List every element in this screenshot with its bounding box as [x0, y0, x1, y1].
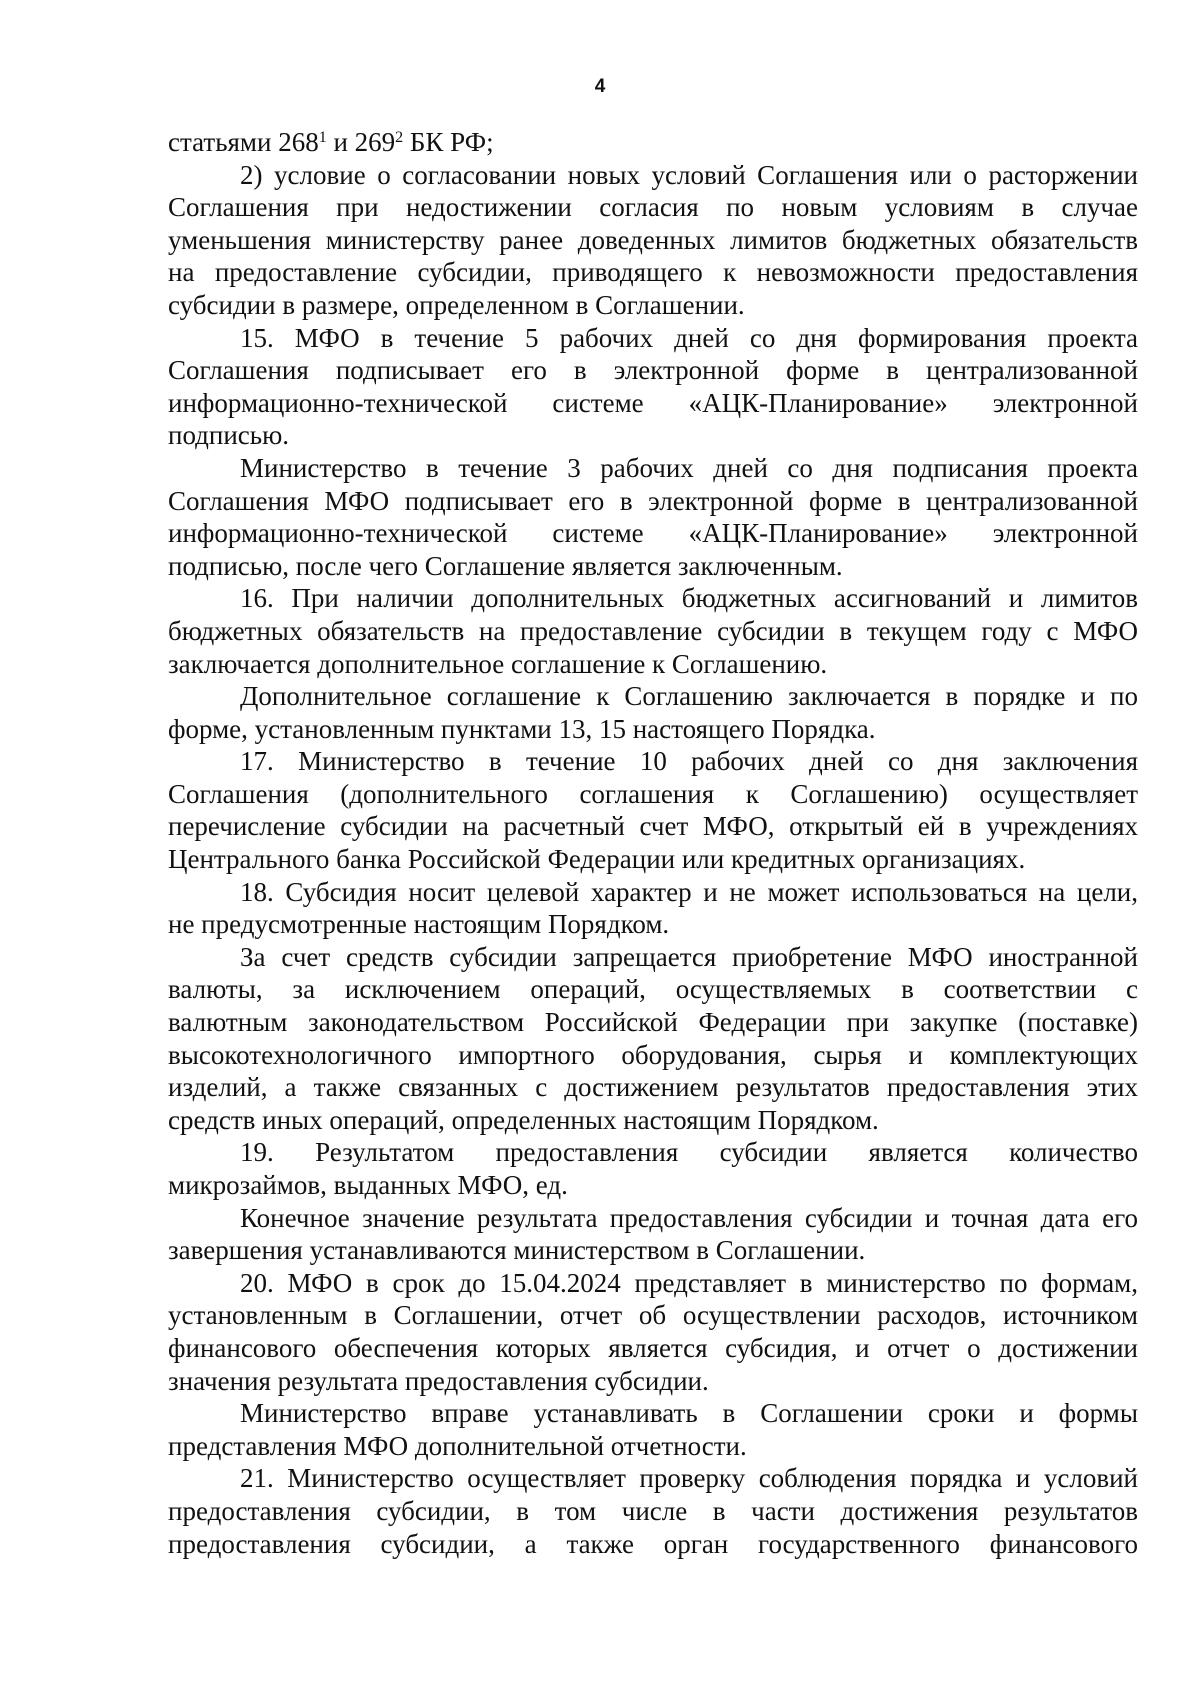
text-line: 19. Результатом предоставления субсидии является количество: [240, 1137, 1138, 1168]
text-line: не предусмотренные настоящим Порядком.: [168, 909, 670, 940]
text-line: 18. Субсидия носит целевой характер и не может использоваться на цели,: [240, 876, 1138, 907]
text-line: представления МФО дополнительной отчетности.: [168, 1430, 747, 1461]
statute-text-middle: и 269: [326, 127, 396, 157]
text-line: микрозаймов, выданных МФО, ед.: [168, 1170, 568, 1200]
text-line: субсидии в размере, определенном в Соглашении.: [168, 289, 745, 320]
text-line: средств иных операций, определенных настоящим Порядком.: [168, 1104, 879, 1135]
text-line: 21. Министерство осуществляет проверку соблюдения порядка и условий: [240, 1463, 1138, 1494]
text-line: бюджетных обязательств на предоставление субсидии в текущем году с МФО: [168, 615, 1138, 646]
text-line: Конечное значение результата предоставления субсидии и точная дата его: [240, 1202, 1138, 1233]
text-line: предоставления субсидии, а также орган государственного финансового: [168, 1528, 1138, 1559]
text-line: валютным законодательством Российской Федерации при закупке (поставке): [168, 1007, 1138, 1038]
statute-text-end: БК РФ;: [403, 127, 494, 157]
text-line: Соглашения (дополнительного соглашения к Соглашению) осуществляет: [168, 778, 1138, 809]
text-line: на предоставление субсидии, приводящего к невозможности предоставления: [168, 257, 1138, 288]
text-line: заключается дополнительное соглашение к Соглашению.: [168, 648, 828, 679]
text-line: валюты, за исключением операций, осуществляемых в соответствии с: [168, 974, 1138, 1005]
text-line-statute-reference: [168, 126, 1138, 159]
text-line: 15. МФО в течение 5 рабочих дней со дня формирования проекта: [240, 322, 1138, 353]
text-line: За счет средств субсидии запрещается приобретение МФО иностранной: [240, 941, 1138, 972]
text-line: информационно-технической системе «АЦК-Планирование» электронной: [168, 518, 1138, 549]
page-number: 4: [594, 76, 606, 97]
text-line: подписью.: [168, 420, 290, 451]
text-line: высокотехнологичного импортного оборудования, сырья и комплектующих: [168, 1039, 1138, 1070]
document-body: [168, 126, 1138, 1560]
text-line: значения результата предоставления субсидии.: [168, 1365, 709, 1396]
text-line: изделий, а также связанных с достижением результатов предоставления этих: [168, 1072, 1138, 1103]
text-line: 20. МФО в срок до 15.04.2024 представляет в министерство по формам,: [240, 1267, 1138, 1298]
text-line: Дополнительное соглашение к Соглашению заключается в порядке и по: [240, 681, 1138, 712]
text-line: уменьшения министерству ранее доведенных лимитов бюджетных обязательств: [168, 224, 1138, 255]
superscript-2: 2: [395, 129, 404, 146]
text-line: Соглашения МФО подписывает его в электронной форме в централизованной: [168, 485, 1138, 516]
text-line: предоставления субсидии, в том числе в части достижения результатов: [168, 1495, 1138, 1526]
superscript-1: 1: [318, 129, 327, 146]
text-line: финансового обеспечения которых является субсидия, и отчет о достижении: [168, 1332, 1138, 1363]
text-line: 16. При наличии дополнительных бюджетных ассигнований и лимитов: [240, 583, 1138, 614]
text-line: установленным в Соглашении, отчет об осуществлении расходов, источником: [168, 1300, 1138, 1331]
text-line: подписью, после чего Соглашение является заключенным.: [168, 550, 843, 581]
text-line: 2) условие о согласовании новых условий Соглашения или о расторжении: [240, 159, 1138, 190]
statute-text-start: статьями 268: [168, 127, 319, 157]
text-line: информационно-технической системе «АЦК-Планирование» электронной: [168, 387, 1138, 418]
text-line: перечисление субсидии на расчетный счет МФО, открытый ей в учреждениях: [168, 811, 1138, 842]
text-line: Центрального банка Российской Федерации или кредитных организациях.: [168, 844, 1026, 875]
text-line: Министерство в течение 3 рабочих дней со дня подписания проекта: [240, 452, 1138, 483]
text-line: завершения устанавливаются министерством в Соглашении.: [168, 1235, 866, 1266]
text-line: Министерство вправе устанавливать в Соглашении сроки и формы: [240, 1398, 1138, 1429]
text-line: Соглашения при недостижении согласия по новым условиям в случае: [168, 192, 1138, 223]
text-line: форме, установленным пунктами 13, 15 настоящего Порядка.: [168, 713, 876, 744]
text-line: 17. Министерство в течение 10 рабочих дней со дня заключения: [240, 746, 1138, 777]
text-line: Соглашения подписывает его в электронной форме в централизованной: [168, 355, 1138, 386]
